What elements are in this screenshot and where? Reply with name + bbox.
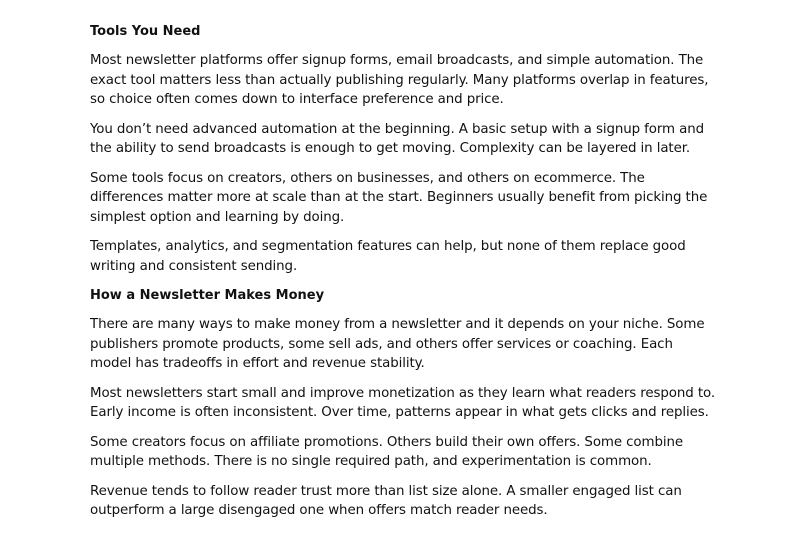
paragraph: There are many ways to make money from a newsletter and it depends on your niche. Some publishers promote products, some sell ads, and others offer services or coaching. Each model has tradeoffs in effort and revenue stability.	[90, 317, 705, 371]
section-how-a-newsletter-makes-money	[90, 286, 715, 521]
section-heading: How a Newsletter Makes Money	[90, 288, 325, 303]
section-tools-you-need	[90, 22, 715, 276]
paragraph: Most newsletters start small and improve monetization as they learn what readers respond to. Early income is often inconsistent. Over time, patterns appear in what gets clicks and replies.	[90, 385, 715, 420]
paragraph: You don’t need advanced automation at the beginning. A basic setup with a signup form and the ability to send broadcasts is enough to get moving. Complexity can be layered in later.	[90, 121, 705, 156]
paragraph: Revenue tends to follow reader trust more than list size alone. A smaller engaged list can outperform a large disengaged one when offers match reader needs.	[90, 483, 682, 518]
paragraph: Some creators focus on affiliate promotions. Others build their own offers. Some combine multiple methods. There is no single required path, and experimentation is common.	[90, 434, 683, 469]
paragraph: Most newsletter platforms offer signup forms, email broadcasts, and simple automation. The exact tool matters less than actually publishing regularly. Many platforms overlap in features, so choice often comes down to interface preference and price.	[90, 53, 709, 107]
paragraph: Some tools focus on creators, others on businesses, and others on ecommerce. The differences matter more at scale than at the start. Beginners usually benefit from picking the simplest option and learning by doing.	[90, 170, 708, 225]
document-body	[90, 22, 715, 531]
section-heading: Tools You Need	[90, 24, 201, 39]
paragraph: Templates, analytics, and segmentation features can help, but none of them replace good writing and consistent sending.	[90, 239, 686, 274]
